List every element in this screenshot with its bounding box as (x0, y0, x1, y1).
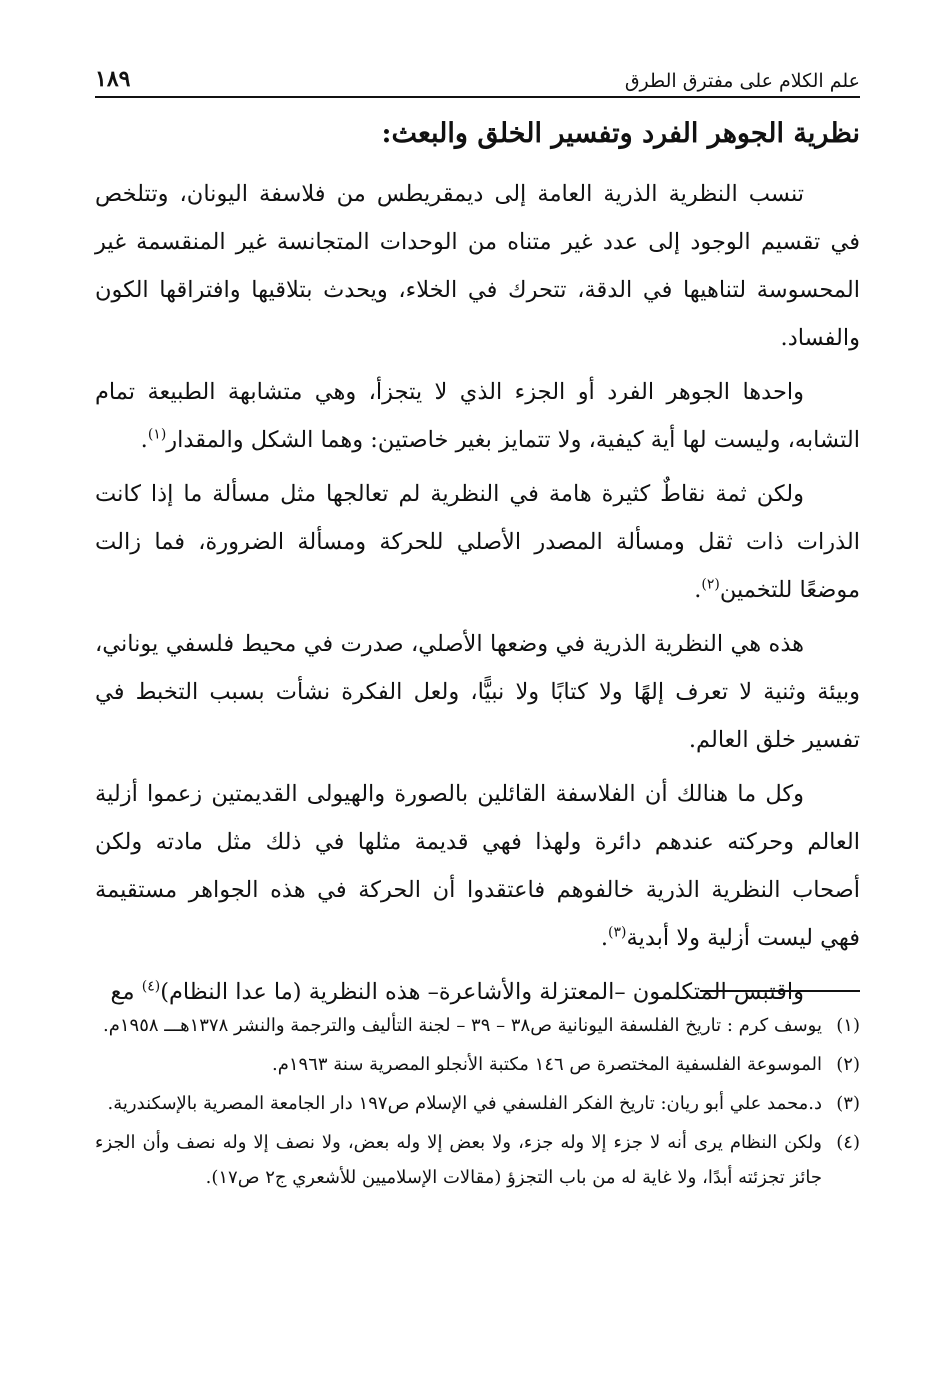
footnotes (95, 1008, 860, 1199)
header-title: علم الكلام على مفترق الطرق (624, 70, 860, 92)
footnote-reference: (٢) (701, 576, 720, 593)
paragraph-tail: . (600, 925, 609, 951)
paragraph-text: واحدها الجوهر الفرد أو الجزء الذي لا يتجزأ، وهي متشابهة الطبيعة تمام التشابه، وليست لها أية كيفية، ولا تتمايز بغير خاصتين: وهما الشكل والمقدار (95, 379, 860, 453)
page-number: ١٨٩ (95, 66, 131, 92)
paragraph (95, 170, 860, 362)
section-title: نظرية الجوهر الفرد وتفسير الخلق والبعث: (381, 118, 860, 149)
footnote (95, 1086, 860, 1121)
paragraph-text: ولكن ثمة نقاطٌ كثيرة هامة في النظرية لم تعالجها مثل مسألة ما إذا كانت الذرات ذات ثقل ومسألة المصدر الأصلي للحركة ومسألة الضرورة، فما زالت موضعًا للتخمين (95, 481, 860, 603)
footnote-reference: (١) (147, 426, 167, 443)
running-header (95, 56, 860, 98)
footnote-number: (١) (836, 1015, 860, 1036)
body-text (95, 170, 860, 1022)
paragraph-text: وكل ما هنالك أن الفلاسفة القائلين بالصورة والهيولى القديمتين زعموا أزلية العالم وحركته عندهم دائرة ولهذا فهي قديمة مثلها في ذلك مثل مادته ولكن أصحاب النظرية الذرية خالفوهم فاعتقدوا أن الحركة في هذه الجواهر مستقيمة فهي ليست أزلية ولا أبدية (95, 781, 860, 951)
paragraph-text: هذه هي النظرية الذرية في وضعها الأصلي، صدرت في محيط فلسفي يوناني، وبيئة وثنية لا تعرف إلهًا ولا كتابًا ولا نبيًّا، ولعل الفكرة نشأت بسبب التخبط في تفسير خلق العالم. (95, 631, 860, 753)
footnote-number: (٣) (836, 1093, 860, 1114)
paragraph-text: تنسب النظرية الذرية العامة إلى ديمقريطس من فلاسفة اليونان، وتتلخص في تقسيم الوجود إلى عدد غير متناه من الوحدات المتجانسة غير المنقسمة غير المحسوسة لتناهيها في الدقة، تتحرك في الخلاء، ويحدث بتلاقيها وافتراقها الكون والفساد. (95, 181, 860, 351)
footnote (95, 1047, 860, 1082)
footnote-text: الموسوعة الفلسفية المختصرة ص ١٤٦ مكتبة الأنجلو المصرية سنة ١٩٦٣م. (271, 1054, 822, 1075)
paragraph (95, 620, 860, 764)
footnote-text: يوسف كرم : تاريخ الفلسفة اليونانية ص٣٨ – ٣٩ – لجنة التأليف والترجمة والنشر ١٣٧٨هـــ ١٩٥٨م. (102, 1015, 822, 1036)
paragraph-tail: مع (110, 979, 142, 1005)
footnote-text: ولكن النظام يرى أنه لا جزء إلا وله جزء، ولا بعض إلا وله بعض، ولا نصف إلا وله نصف وأن الجزء جائز تجزئته أبدًا، ولا غاية له من باب التجزؤ (مقالات الإسلاميين للأشعري ج٢ ص١٧). (95, 1132, 822, 1188)
footnote-divider (700, 990, 860, 992)
footnote-reference: (٣) (608, 924, 627, 941)
paragraph-tail: . (140, 427, 148, 453)
footnote-text: د.محمد علي أبو ريان: تاريخ الفكر الفلسفي في الإسلام ص١٩٧ دار الجامعة المصرية بالإسكندرية. (107, 1093, 822, 1114)
paragraph-text: واقتبس المتكلمون –المعتزلة والأشاعرة– هذه النظرية (ما عدا النظام) (160, 979, 804, 1005)
footnote (95, 1008, 860, 1043)
footnote (95, 1125, 860, 1195)
footnote-number: (٢) (836, 1054, 860, 1075)
footnote-reference: (٤) (141, 978, 161, 995)
footnote-number: (٤) (836, 1132, 860, 1153)
paragraph (95, 470, 860, 614)
paragraph (95, 770, 860, 962)
paragraph-tail: . (694, 577, 702, 603)
paragraph (95, 368, 860, 464)
